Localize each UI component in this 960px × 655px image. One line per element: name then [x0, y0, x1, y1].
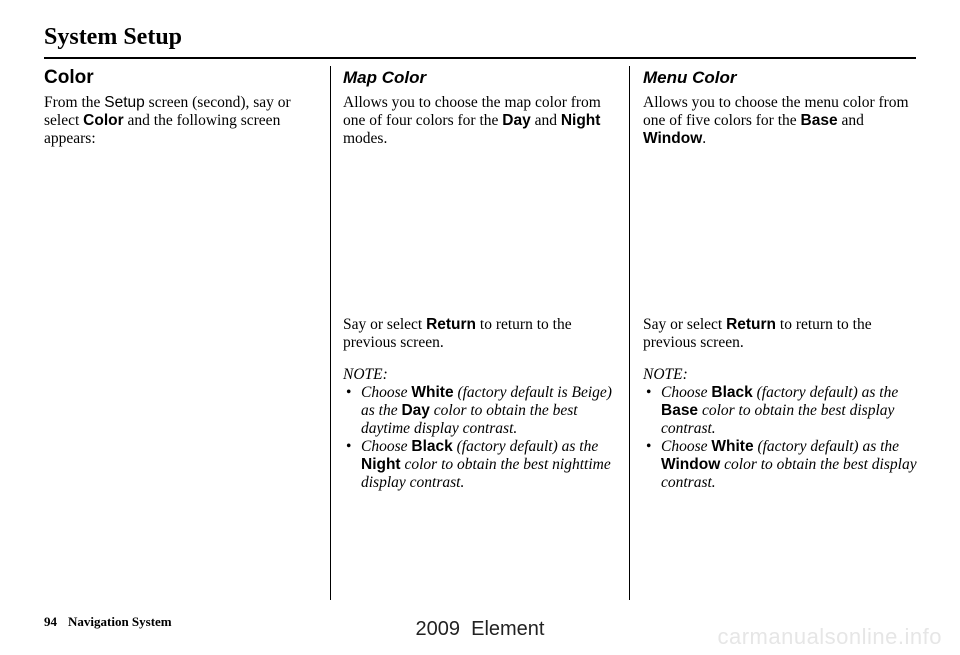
color-heading: Color: [44, 67, 94, 88]
text-run: .: [702, 130, 707, 147]
text-run: (factory default) as the: [753, 438, 900, 455]
menu-color-return-text: [643, 316, 918, 352]
text-run: From the: [44, 94, 105, 111]
keyword-base: Base: [800, 112, 838, 129]
text-run: Choose: [661, 438, 712, 455]
note-item: [343, 438, 618, 492]
menu-color-notes-block: [643, 316, 918, 492]
text-run: and the following screen appears:: [44, 112, 281, 147]
text-run: (factory default) as the: [752, 384, 899, 401]
keyword-night: Night: [361, 456, 401, 473]
text-run: color to obtain the best display contrast.: [661, 456, 917, 491]
menu-color-section: [643, 66, 918, 148]
model-watermark: 2009 Element: [415, 618, 545, 640]
note-item: [343, 384, 618, 438]
menu-color-heading: Menu Color: [643, 68, 737, 87]
footer-section-title: Navigation System: [68, 614, 172, 629]
text-run: and: [530, 112, 561, 129]
keyword-return: Return: [726, 316, 777, 333]
text-run: Say or select: [643, 316, 727, 333]
text-run: and: [837, 112, 864, 129]
map-color-notes-block: [343, 316, 618, 492]
keyword-day: Day: [401, 402, 430, 419]
map-color-return-text: [343, 316, 618, 352]
keyword-base: Base: [661, 402, 699, 419]
text-run: screen (second), say or select: [44, 94, 291, 129]
menu-color-intro-text: [643, 94, 918, 148]
column-divider: [629, 66, 630, 600]
keyword-return: Return: [426, 316, 477, 333]
keyword-window: Window: [643, 130, 703, 147]
text-run: to return to the previous screen.: [343, 316, 572, 351]
text-run: Allows you to choose the menu color from one of five colors for the: [643, 94, 909, 129]
map-color-notes-list: [343, 384, 618, 492]
menu-color-notes-list: [643, 384, 918, 492]
map-color-intro-text: [343, 94, 615, 148]
keyword-day: Day: [502, 112, 531, 129]
page-number: 94: [44, 614, 57, 629]
text-run: color to obtain the best nighttime display contrast.: [361, 456, 611, 491]
color-section: [44, 66, 316, 148]
text-run: color to obtain the best daytime display contrast.: [361, 402, 578, 437]
text-run: color to obtain the best display contrast.: [661, 402, 895, 437]
note-item: [643, 438, 918, 492]
keyword-color: Color: [83, 112, 124, 129]
site-watermark: carmanualsonline.info: [717, 624, 942, 649]
text-run: Say or select: [343, 316, 427, 333]
keyword-black: Black: [711, 384, 753, 401]
keyword-white: White: [411, 384, 454, 401]
note-item: [643, 384, 918, 438]
text-run: Choose: [661, 384, 712, 401]
keyword-setup: Setup: [104, 94, 145, 111]
color-intro-text: [44, 94, 316, 148]
text-run: (factory default is Beige) as the: [361, 384, 612, 419]
text-run: (factory default) as the: [452, 438, 599, 455]
keyword-white: White: [711, 438, 754, 455]
note-label: NOTE:: [643, 366, 688, 383]
keyword-window: Window: [661, 456, 721, 473]
page-title: System Setup: [44, 24, 183, 50]
title-rule: [44, 57, 916, 59]
map-color-heading: Map Color: [343, 68, 427, 87]
text-run: modes.: [343, 130, 388, 147]
note-label: NOTE:: [343, 366, 388, 383]
column-divider: [330, 66, 331, 600]
keyword-night: Night: [560, 112, 601, 129]
text-run: Choose: [361, 384, 412, 401]
keyword-black: Black: [411, 438, 453, 455]
text-run: Allows you to choose the map color from one of four colors for the: [343, 94, 601, 129]
text-run: to return to the previous screen.: [643, 316, 872, 351]
text-run: Choose: [361, 438, 412, 455]
map-color-section: [343, 66, 615, 148]
